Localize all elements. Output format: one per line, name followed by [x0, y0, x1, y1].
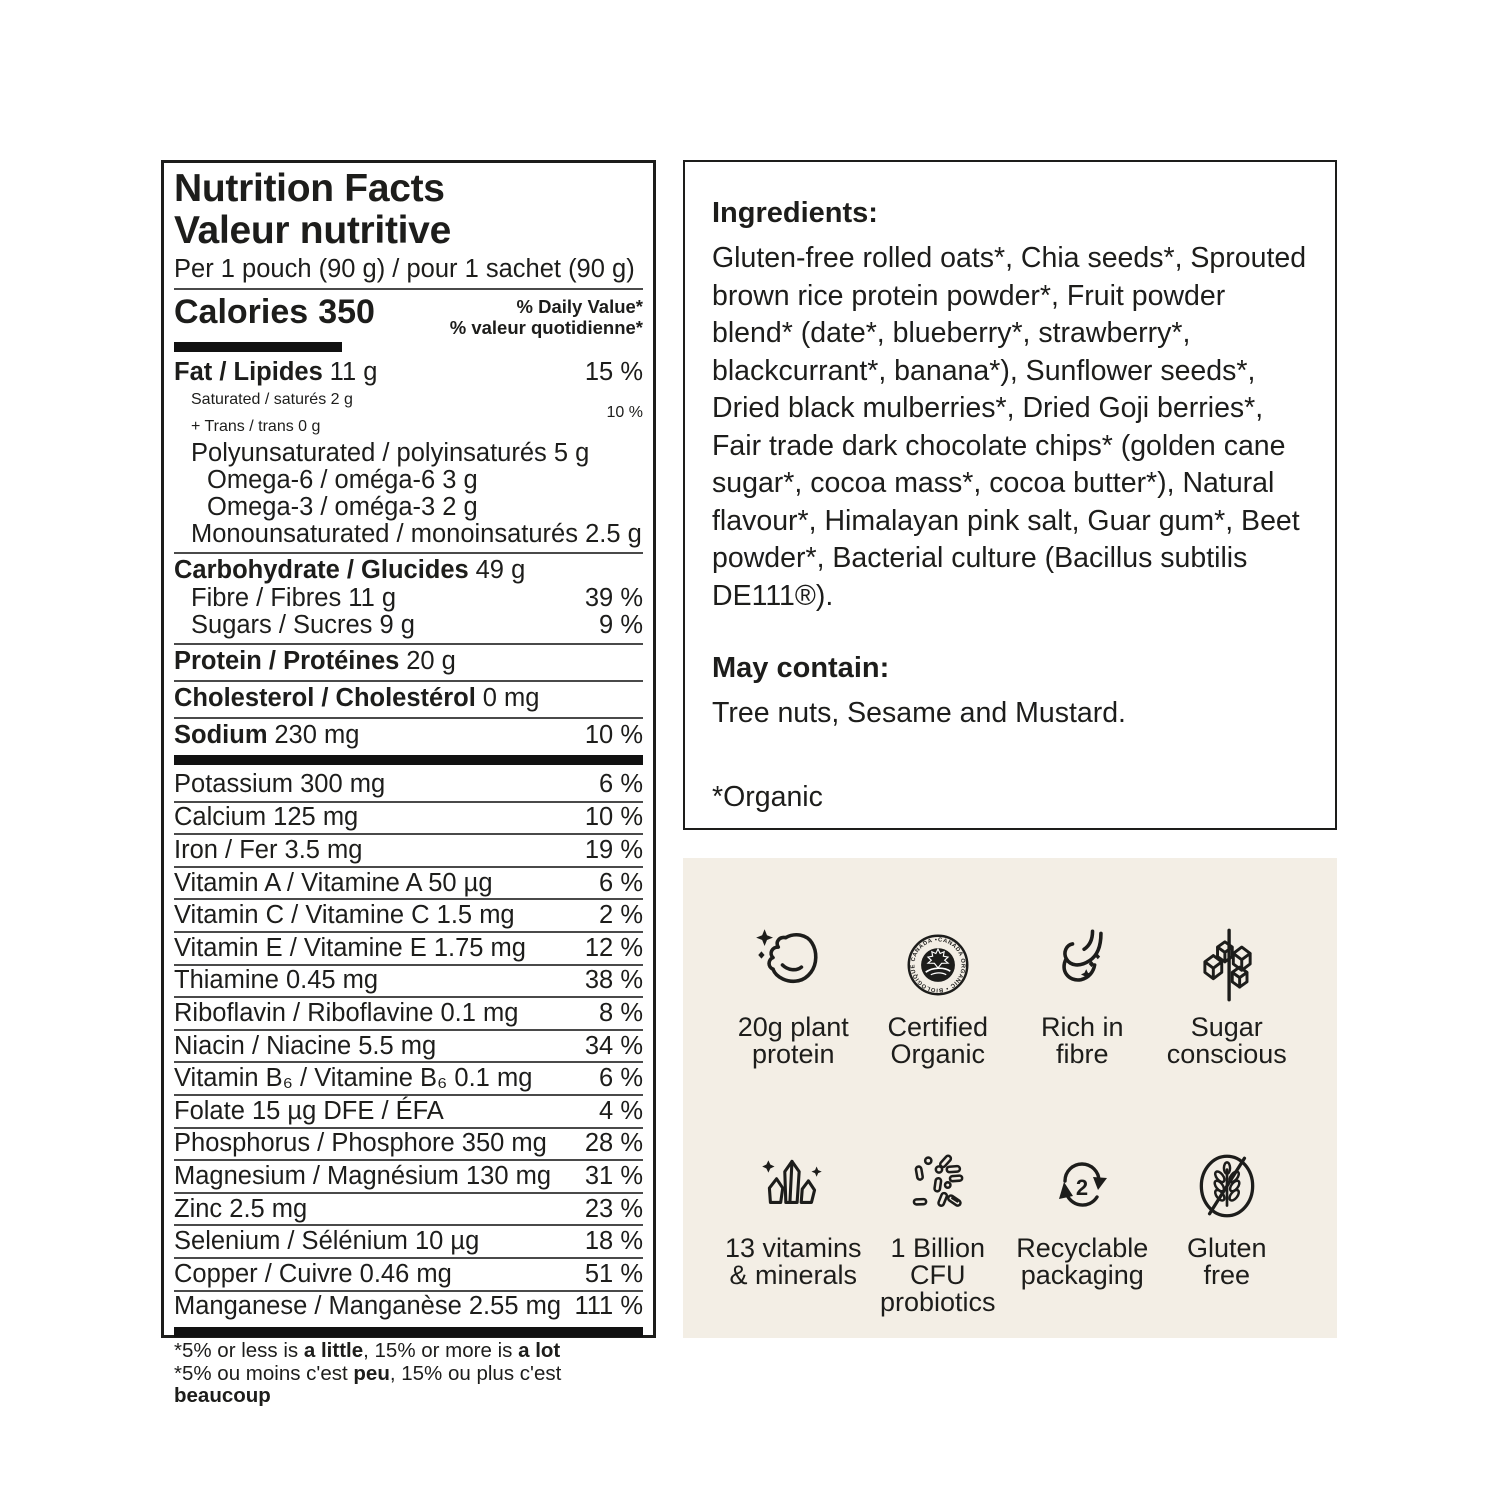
nutrient-dv: 6 %	[599, 868, 643, 897]
nutrient-row	[174, 1257, 643, 1290]
nutrient-dv: 23 %	[584, 1194, 643, 1223]
nutrient-label: Vitamin E / Vitamine E 1.75 mg	[174, 933, 526, 962]
nutrient-row	[174, 898, 643, 931]
nutrient-row	[174, 1290, 643, 1323]
nft-title-en: Nutrition Facts	[174, 167, 445, 210]
nutrient-dv: 38 %	[584, 966, 643, 995]
nutrient-label: Selenium / Sélénium 10 µg	[174, 1227, 480, 1256]
nutrient-dv: 31 %	[584, 1161, 643, 1190]
ingredients-body: Gluten-free rolled oats*, Chia seeds*, Sprouted brown rice protein powder*, Fruit powder blend* (date*, blueberry*, strawberry*, blackcurrant*, banana*), Sunflower seeds*, Dried black mulberries*, Dried Goji berries*, Fair trade dark chocolate chips* (golden cane sugar*, cocoa mass*, cocoa butter*), Natural flavour*, Himalayan pink salt, Guar gum*, Beet powder*, Bacterial culture (Bacillus subtilis DE111®).	[712, 242, 1307, 612]
nutrient-row	[174, 801, 643, 834]
nutrient-row	[174, 833, 643, 866]
ingredients-panel	[683, 160, 1337, 830]
may-contain-heading: May contain:	[712, 652, 890, 684]
nutrient-dv: 10 %	[584, 803, 643, 832]
crystals-icon	[754, 1147, 832, 1225]
crossed-wheat-icon	[1188, 1147, 1266, 1225]
nutrient-row	[174, 1192, 643, 1225]
nutrient-label: Vitamin B₆ / Vitamine B₆ 0.1 mg	[174, 1064, 533, 1093]
badge-certified-organic: CANADA ORGANIC • BIOLOGIQUE CANADA • Certified Organic	[866, 924, 1011, 1091]
badge-sugar-conscious: Sugar conscious	[1155, 924, 1300, 1091]
badge-recyclable: 2 Recyclable packaging	[1010, 1145, 1155, 1339]
nutrient-dv: 8 %	[599, 998, 643, 1027]
recycle-arrows-icon	[1044, 1148, 1120, 1224]
fibre-row: Fibre / Fibres 11 g 39 %	[191, 584, 643, 612]
nutrient-dv: 4 %	[599, 1096, 643, 1125]
calories-row	[174, 293, 643, 338]
cholesterol-row	[174, 684, 643, 713]
nutrient-dv: 12 %	[584, 933, 643, 962]
nutrient-label: Iron / Fer 3.5 mg	[174, 835, 363, 864]
saturated-trans-label: Saturated / saturés 2 g + Trans / trans 0 g	[191, 391, 353, 435]
divider	[174, 680, 643, 682]
thick-separator-bar	[174, 755, 643, 765]
nutrient-label: Magnesium / Magnésium 130 mg	[174, 1161, 552, 1190]
ingredients-heading: Ingredients:	[712, 197, 878, 229]
probiotic-bacteria-icon	[901, 1149, 975, 1223]
feature-badges-panel	[683, 858, 1337, 1338]
badge-vitamins-minerals: 13 vitamins & minerals	[721, 1145, 866, 1339]
nutrient-label: Vitamin C / Vitamine C 1.5 mg	[174, 901, 515, 930]
carbohydrate-label: Carbohydrate / Glucides 49 g	[174, 556, 526, 584]
polyunsaturated-row: Polyunsaturated / polyinsaturés 5 g	[191, 439, 590, 467]
divider	[174, 288, 643, 290]
nutrient-label: Calcium 125 mg	[174, 803, 359, 832]
nutrient-label: Folate 15 µg DFE / ÉFA	[174, 1096, 444, 1125]
badge-gluten-free: Gluten free	[1155, 1145, 1300, 1339]
dv-header-fr: % valeur quotidienne*	[449, 317, 643, 338]
sodium-row	[174, 721, 643, 750]
may-contain-body: Tree nuts, Sesame and Mustard.	[712, 697, 1126, 729]
nutrient-dv: 51 %	[584, 1259, 643, 1288]
thick-separator-bar	[174, 1327, 643, 1337]
nutrient-label: Niacin / Niacine 5.5 mg	[174, 1031, 437, 1060]
divider	[174, 717, 643, 719]
organic-note: *Organic	[712, 780, 823, 813]
fat-row	[174, 359, 643, 386]
micronutrient-table	[174, 768, 643, 1322]
nutrient-row	[174, 768, 643, 801]
nutrient-dv: 18 %	[584, 1227, 643, 1256]
flexed-bicep-icon	[753, 925, 833, 1005]
nutrient-row	[174, 1061, 643, 1094]
nutrient-label: Zinc 2.5 mg	[174, 1194, 308, 1223]
nutrient-row	[174, 931, 643, 964]
nutrient-dv: 19 %	[584, 835, 643, 864]
nutrient-label: Vitamin A / Vitamine A 50 µg	[174, 868, 493, 897]
fat-label: Fat / Lipides 11 g	[174, 358, 378, 386]
nutrient-label: Riboflavin / Riboflavine 0.1 mg	[174, 998, 519, 1027]
carbohydrate-row	[174, 556, 643, 585]
badge-rich-in-fibre: Rich in fibre	[1010, 924, 1155, 1091]
stomach-icon	[1042, 925, 1122, 1005]
nutrient-row	[174, 996, 643, 1029]
divider	[174, 552, 643, 554]
sugar-cubes-slash-icon	[1187, 925, 1267, 1005]
svg-text:CANADA ORGANIC • BIOLOGIQUE CA: CANADA ORGANIC • BIOLOGIQUE CANADA •	[910, 937, 966, 993]
fibre-dv: 39 %	[584, 584, 643, 612]
footnote-fr: *5% ou moins c'est peu, 15% ou plus c'est beaucoup	[174, 1361, 562, 1408]
nutrient-row	[174, 1159, 643, 1192]
monounsaturated-row: Monounsaturated / monoinsaturés 2.5 g	[191, 520, 642, 548]
cholesterol-label: Cholesterol / Cholestérol 0 mg	[174, 684, 540, 712]
nutrient-row	[174, 1029, 643, 1062]
nutrient-label: Phosphorus / Phosphore 350 mg	[174, 1129, 547, 1158]
serving-size: Per 1 pouch (90 g) / pour 1 sachet (90 g)	[174, 255, 635, 283]
nutrient-dv: 111 %	[574, 1292, 643, 1321]
sodium-dv: 10 %	[584, 721, 643, 749]
omega3-row: Omega-3 / oméga-3 2 g	[207, 493, 478, 521]
nutrient-label: Potassium 300 mg	[174, 769, 386, 798]
calories-value: 350	[318, 293, 375, 331]
nutrient-label: Thiamine 0.45 mg	[174, 966, 379, 995]
sodium-label: Sodium 230 mg	[174, 721, 360, 749]
nutrient-row	[174, 1127, 643, 1160]
saturated-trans-dv: 10 %	[606, 404, 643, 421]
calories	[174, 293, 375, 331]
nutrient-dv: 6 %	[599, 769, 643, 798]
sugars-row: Sugars / Sucres 9 g 9 %	[191, 611, 643, 639]
nutrient-row	[174, 964, 643, 997]
nutrient-dv: 6 %	[599, 1064, 643, 1093]
nutrient-label: Manganese / Manganèse 2.55 mg	[174, 1292, 562, 1321]
canada-organic-seal-icon	[899, 926, 977, 1004]
calories-underline-bar	[174, 342, 342, 352]
fat-dv: 15 %	[584, 358, 643, 386]
divider	[174, 643, 643, 645]
nutrient-label: Copper / Cuivre 0.46 mg	[174, 1259, 452, 1288]
omega6-row: Omega-6 / oméga-6 3 g	[207, 466, 478, 494]
nutrient-dv: 28 %	[584, 1129, 643, 1158]
daily-value-header	[450, 293, 643, 338]
protein-row	[174, 647, 643, 676]
calories-label: Calories	[174, 293, 309, 331]
saturated-trans-row	[174, 386, 643, 440]
nutrient-row	[174, 1094, 643, 1127]
protein-label: Protein / Protéines 20 g	[174, 647, 456, 675]
nutrition-facts-panel	[161, 160, 656, 1408]
dv-header-en: % Daily Value*	[516, 296, 643, 317]
nutrient-row	[174, 866, 643, 899]
badge-probiotics: 1 Billion CFU probiotics	[866, 1145, 1011, 1339]
nutrient-dv: 34 %	[584, 1031, 643, 1060]
footnote-en: *5% or less is a little, 15% or more is a lot	[174, 1339, 561, 1363]
nutrient-dv: 2 %	[599, 901, 643, 930]
nutrient-row	[174, 1224, 643, 1257]
nft-title-fr: Valeur nutritive	[174, 209, 451, 252]
svg-text:2: 2	[1076, 1174, 1089, 1200]
badge-plant-protein: 20g plant protein	[721, 924, 866, 1091]
sugars-dv: 9 %	[599, 611, 643, 639]
